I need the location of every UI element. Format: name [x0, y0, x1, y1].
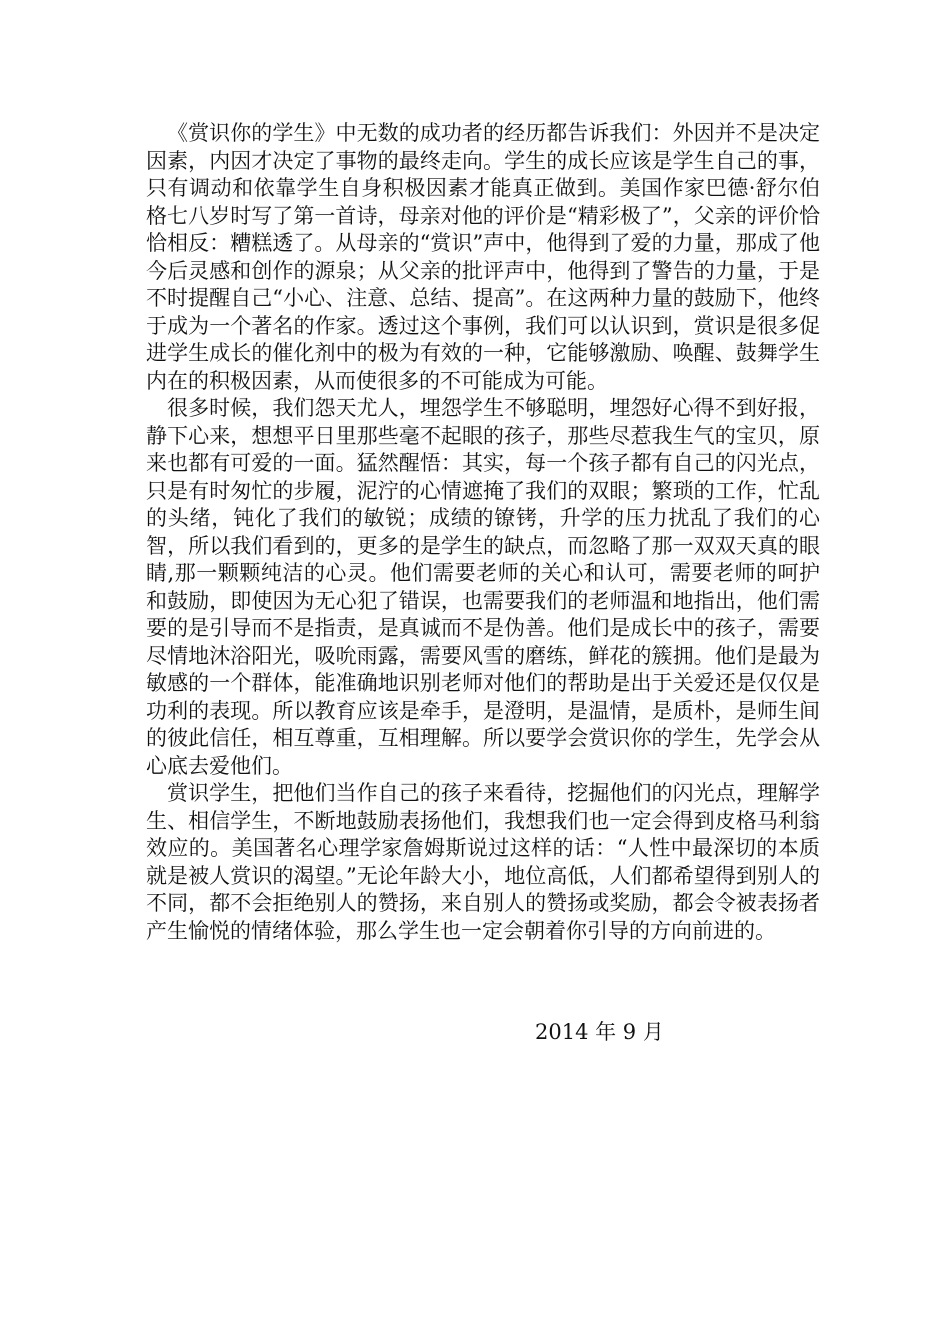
paragraph-3: 赏识学生，把他们当作自己的孩子来看待，挖掘他们的闪光点，理解学生、相信学生，不断地鼓励表扬他们，我想我们也一定会得到皮格马利翁效应的。美国著名心理学家詹姆斯说过这样的话：“人性中最深切的本质就是被人赏识的渴望。”无论年龄大小，地位高低，人们都希望得到别人的不同，都不会拒绝别人的赞扬，来自别人的赞扬或奖励，都会令被表扬者产生愉悦的情绪体验，那么学生也一定会朝着你引导的方向前进的。 — [146, 781, 820, 943]
document-date: 2014 年 9 月 — [535, 1020, 664, 1044]
paragraph-2: 很多时候，我们怨天尤人，埋怨学生不够聪明，埋怨好心得不到好报，静下心来，想想平日里那些毫不起眼的孩子，那些尽惹我生气的宝贝，原来也都有可爱的一面。猛然醒悟：其实，每一个孩子都有自己的闪光点，只是有时匆忙的步履，泥泞的心情遮掩了我们的双眼；繁琐的工作，忙乱的头绪，钝化了我们的敏锐；成绩的镣铐，升学的压力扰乱了我们的心智，所以我们看到的，更多的是学生的缺点，而忽略了那一双双天真的眼睛,那一颗颗纯洁的心灵。他们需要老师的关心和认可，需要老师的呵护和鼓励，即使因为无心犯了错误，也需要我们的老师温和地指出，他们需要的是引导而不是指责，是真诚而不是伪善。他们是成长中的孩子，需要尽情地沐浴阳光，吸吮雨露，需要风雪的磨练，鲜花的簇拥。他们是最为敏感的一个群体，能准确地识别老师对他们的帮助是出于关爱还是仅仅是功利的表现。所以教育应该是牵手，是澄明，是温情，是质朴，是师生间的彼此信任，相互尊重，互相理解。所以要学会赏识你的学生，先学会从心底去爱他们。 — [146, 396, 820, 778]
paragraph-1: 《赏识你的学生》中无数的成功者的经历都告诉我们：外因并不是决定因素，内因才决定了事物的最终走向。学生的成长应该是学生自己的事，只有调动和依靠学生自身积极因素才能真正做到。美国作家巴德·舒尔伯格七八岁时写了第一首诗，母亲对他的评价是“精彩极了”，父亲的评价恰恰相反：糟糕透了。从母亲的“赏识”声中，他得到了爱的力量，那成了他今后灵感和创作的源泉；从父亲的批评声中，他得到了警告的力量，于是不时提醒自己“小心、注意、总结、提高”。在这两种力量的鼓励下，他终于成为一个著名的作家。透过这个事例，我们可以认识到，赏识是很多促进学生成长的催化剂中的极为有效的一种，它能够激励、唤醒、鼓舞学生内在的积极因素，从而使很多的不可能成为可能。 — [146, 121, 820, 393]
essay-body — [146, 120, 820, 945]
